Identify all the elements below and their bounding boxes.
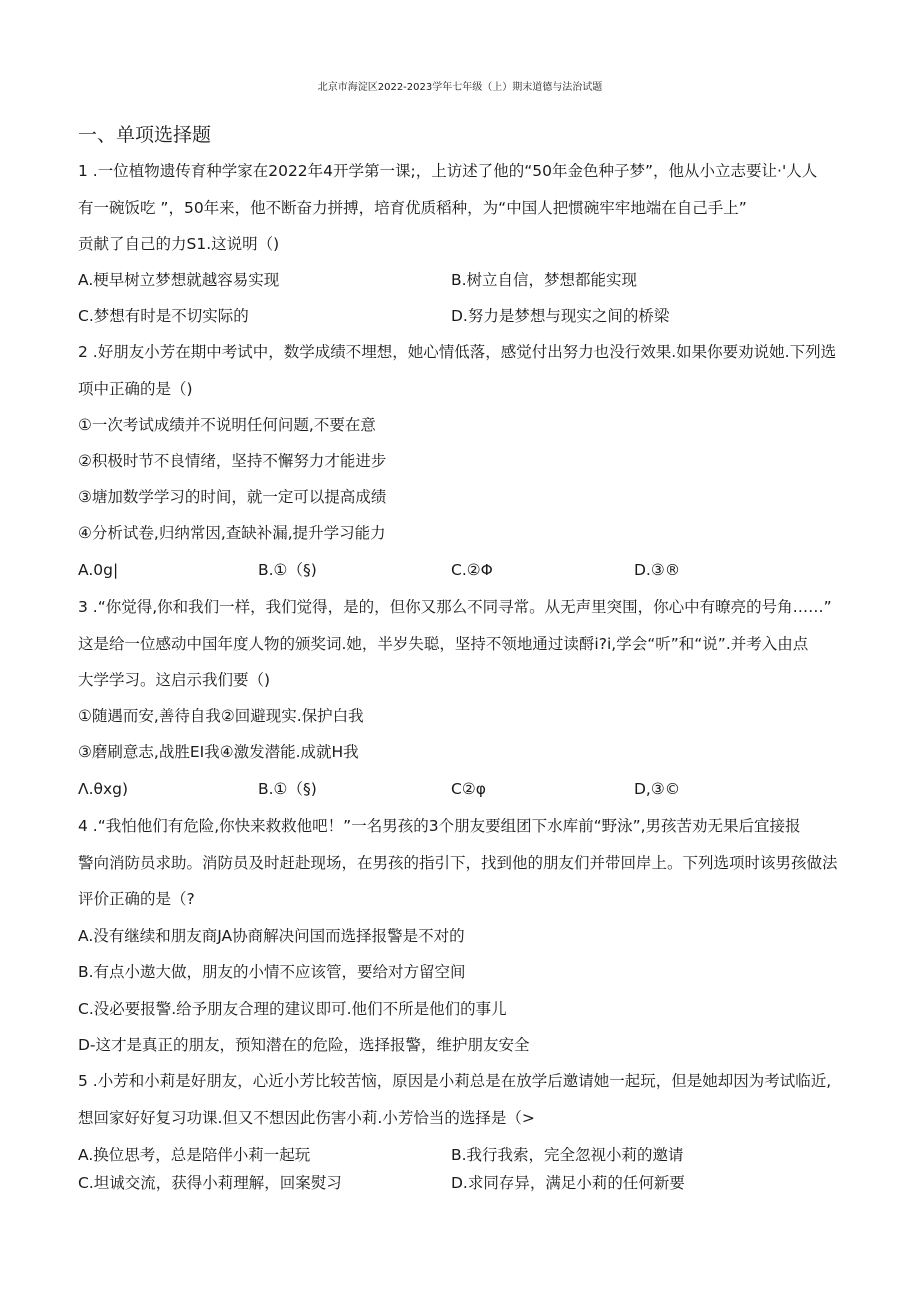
question-3-line-3: 大学学习。这启示我们要（) — [78, 671, 271, 689]
question-5-option-b: B.我行我索，完全忽视小莉的邀请 — [451, 1146, 684, 1164]
question-5-line-1: 5 .小芳和小莉是好朋友，心近小芳比较苦恼，原因是小莉总是在放学后邀请她一起玩，但是她却因为考试临近, — [78, 1072, 832, 1090]
question-1-option-d: D.努力是梦想与现实之间的桥梁 — [451, 307, 670, 325]
section-heading: 一、单项选择题 — [78, 124, 212, 146]
question-1-option-c: C.梦想有时是不切实际的 — [78, 307, 249, 325]
question-3-statement-1: ①随遇而安,善待自我②回避现实.保护白我 — [78, 707, 364, 725]
question-5-option-a: A.换位思考，总是陪伴小莉一起玩 — [78, 1146, 311, 1164]
question-2-statement-3: ③塘加数学学习的时间，就一定可以提高成绩 — [78, 488, 387, 506]
question-2-line-1: 2 .好朋友小芳在期中考试中，数学成绩不埋想，她心情低落，感觉付出努力也没行效果.如果你要劝说她.下列选 — [78, 343, 837, 361]
question-3-option-b: B.①（§) — [258, 780, 317, 798]
question-2-option-d: D.③® — [634, 561, 681, 579]
question-3-option-c: C②φ — [451, 780, 486, 798]
question-4-line-1: 4 .“我怕他们有危险,你快来救救他吧！”一名男孩的3个朋友要组团下水库前“野泳”,男孩苦劝无果后宜接报 — [78, 817, 801, 835]
question-4-option-b: B.有点小遨大做，朋友的小情不应该管，要给对方留空间 — [78, 963, 466, 981]
question-1-line-3: 贡献了自己的力S1.这说明（) — [78, 235, 280, 253]
question-5-line-2: 想回家好好复习功课.但又不想因此伤害小莉.小芳恰当的选择是（> — [78, 1109, 535, 1127]
question-2-option-b: B.①（§) — [258, 561, 317, 579]
question-2-option-c: C.②Φ — [451, 561, 493, 579]
question-3-option-d: D,③© — [634, 780, 681, 798]
page-title: 北京市海淀区2022-2023学年七年级（上）期末道德与法治试题 — [317, 82, 603, 93]
question-3-option-a: Λ.θxg) — [78, 780, 129, 798]
question-3-line-2: 这是给一位感动中国年度人物的颁奖词.她，半岁失聪，坚持不领地通过读酹i?i,学会“听”和“说”.并考入由点 — [78, 635, 809, 653]
question-4-option-c: C.没必要报警.给予朋友合理的建议即可.他们不所是他们的事儿 — [78, 1000, 507, 1018]
question-2-statement-1: ①一次考试成绩并不说明任何问题,不要在意 — [78, 416, 376, 434]
question-2-option-a: A.0g| — [78, 561, 119, 579]
question-5-option-d: D.求同存异，满足小莉的任何新要 — [451, 1174, 685, 1192]
question-4-line-2: 警向消防员求助。消防员及时赶赴现场，在男孩的指引下，找到他的朋友们并带回岸上。下列选项时该男孩做法 — [78, 854, 838, 872]
question-5-option-c: C.坦诚交流，获得小莉理解，回案熨习 — [78, 1174, 342, 1192]
question-4-option-a: A.没有继续和朋友商JA协商解决问国而选择报警是不对的 — [78, 927, 465, 945]
question-2-statement-4: ④分析试卷,归纳常因,查缺补漏,提升学习能力 — [78, 524, 386, 542]
question-1-option-a: A.梗早树立梦想就越容易实现 — [78, 271, 280, 289]
question-2-statement-2: ②积极时节不良情绪，坚持不懈努力才能进步 — [78, 452, 387, 470]
question-3-line-1: 3 .“你觉得,你和我们一样，我们觉得，是的，但你又那么不同寻常。从无声里突围，你心中有暸亮的号角……” — [78, 598, 832, 616]
question-1-option-b: B.树立自信，梦想都能实现 — [451, 271, 638, 289]
question-1-line-2: 有一碗饭吃 ”，50年来，他不断奋力拼搏，培育优质稻种，为“中国人把惯碗牢牢地端在自己手上” — [78, 199, 747, 217]
question-1-line-1: 1 .一位植物遗传育种学家在2022年4开学第一课;，上访述了他的“50年金色种子梦”，他从小立志要让·'人人 — [78, 162, 818, 180]
question-2-line-2: 项中正确的是（) — [78, 380, 193, 398]
question-4-option-d: D-这才是真正的朋友，预知潜在的危险，选择报警，维护朋友安全 — [78, 1036, 530, 1054]
question-4-line-3: 评价正确的是（? — [78, 890, 195, 908]
question-3-statement-2: ③磨刷意志,战胜EI我④激发潜能.成就H我 — [78, 743, 359, 761]
